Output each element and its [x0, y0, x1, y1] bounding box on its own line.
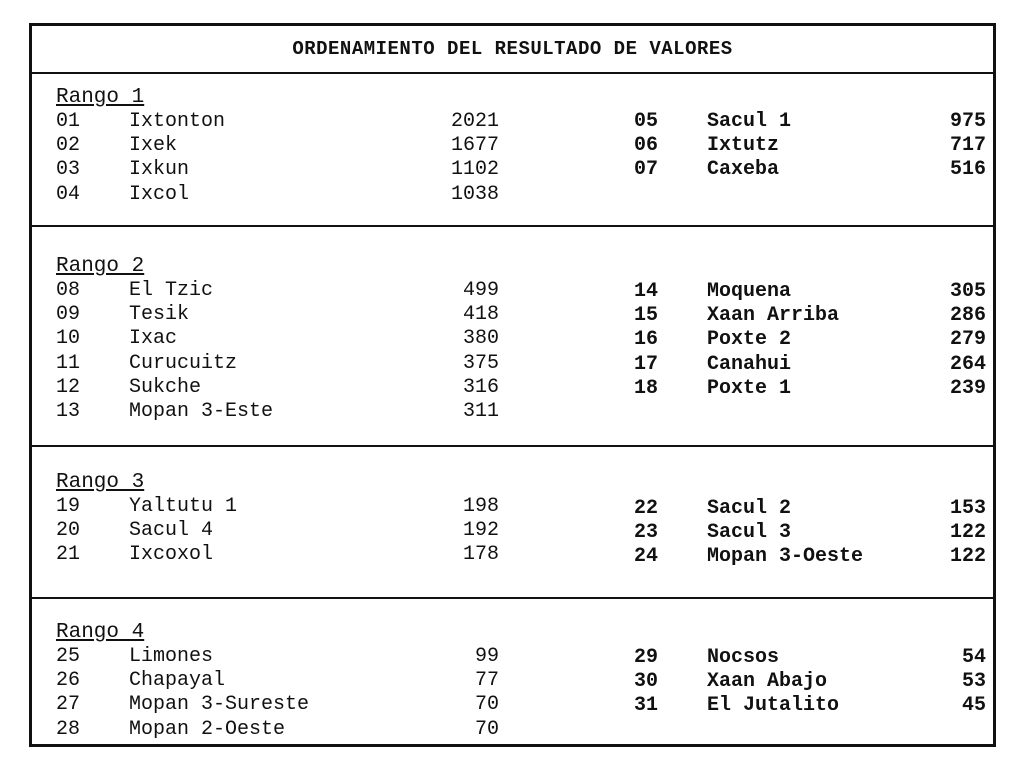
row-number: 26 [56, 669, 81, 693]
site-name: Poxte 1 [707, 376, 792, 400]
site-value: 316 [462, 375, 499, 399]
left-column [56, 645, 499, 742]
site-name: Yaltutu 1 [129, 495, 238, 518]
section-label: Rango 1 [56, 86, 145, 109]
site-value: 54 [961, 646, 986, 669]
row-number: 31 [634, 694, 659, 718]
site-name: Ixek [129, 134, 178, 158]
table-row [56, 375, 499, 400]
table-row [56, 645, 499, 669]
row-number: 17 [634, 352, 659, 376]
right-column [634, 280, 986, 401]
table-row [634, 521, 986, 545]
row-number: 12 [56, 375, 81, 399]
section-rango-3 [32, 447, 993, 599]
site-value: 45 [961, 694, 986, 718]
table-row [56, 134, 499, 158]
table-row [634, 158, 986, 182]
site-value: 305 [949, 280, 986, 303]
row-number: 24 [634, 545, 659, 569]
row-number: 16 [634, 328, 659, 352]
table-row [634, 110, 986, 134]
row-number: 25 [56, 645, 81, 668]
table-row [634, 545, 986, 569]
row-number: 09 [56, 303, 81, 327]
table-row [634, 134, 986, 158]
left-column [56, 110, 499, 207]
table-row [634, 377, 986, 401]
site-name: Ixcol [129, 182, 190, 206]
site-value: 122 [949, 521, 986, 545]
table-title: ORDENAMIENTO DEL RESULTADO DE VALORES [32, 26, 993, 74]
site-value: 192 [462, 519, 499, 543]
table-row [56, 303, 499, 327]
results-table [29, 23, 996, 747]
site-value: 380 [462, 327, 499, 351]
table-row [56, 543, 499, 567]
row-number: 04 [56, 182, 81, 206]
section-rango-1 [32, 74, 993, 227]
row-number: 21 [56, 543, 81, 567]
row-number: 03 [56, 158, 81, 182]
table-row [634, 497, 986, 521]
site-name: Mopan 2-Oeste [129, 717, 286, 741]
site-name: Ixac [129, 327, 178, 351]
site-value: 717 [949, 134, 986, 158]
section-label: Rango 4 [56, 621, 145, 644]
site-name: El Jutalito [707, 694, 840, 718]
site-name: Ixtutz [707, 134, 780, 158]
row-number: 06 [634, 134, 659, 158]
table-row [56, 182, 499, 207]
right-column [634, 497, 986, 570]
site-name: Mopan 3-Oeste [707, 545, 864, 569]
site-value: 70 [474, 693, 499, 717]
table-row [56, 693, 499, 717]
site-value: 198 [462, 495, 499, 518]
site-name: Canahui [707, 352, 792, 376]
site-name: Xaan Abajo [707, 670, 828, 694]
table-row [634, 694, 986, 718]
site-value: 311 [462, 399, 499, 423]
row-number: 05 [634, 110, 659, 133]
site-name: Tesik [129, 303, 190, 327]
row-number: 08 [56, 279, 81, 302]
row-number: 10 [56, 327, 81, 351]
table-row [56, 351, 499, 376]
right-column [634, 110, 986, 183]
section-label: Rango 2 [56, 255, 145, 278]
site-value: 77 [474, 669, 499, 693]
table-row [634, 280, 986, 304]
site-value: 178 [462, 543, 499, 567]
site-name: Sukche [129, 375, 202, 399]
table-row [634, 328, 986, 352]
row-number: 20 [56, 519, 81, 543]
table-row [634, 304, 986, 328]
site-name: Sacul 2 [707, 497, 792, 520]
section-label: Rango 3 [56, 471, 145, 494]
site-value: 122 [949, 545, 986, 569]
site-name: Limones [129, 645, 214, 668]
site-name: Sacul 1 [707, 110, 792, 133]
row-number: 30 [634, 670, 659, 694]
row-number: 11 [56, 351, 81, 375]
site-value: 375 [462, 351, 499, 375]
row-number: 02 [56, 134, 81, 158]
right-column [634, 646, 986, 719]
site-name: Curucuitz [129, 351, 238, 375]
site-name: Moquena [707, 280, 792, 303]
table-row [56, 279, 499, 303]
section-rango-2 [32, 227, 993, 447]
table-row [56, 110, 499, 134]
site-value: 53 [961, 670, 986, 694]
site-name: Poxte 2 [707, 328, 792, 352]
row-number: 13 [56, 399, 81, 423]
row-number: 29 [634, 646, 659, 669]
row-number: 28 [56, 717, 81, 741]
site-value: 499 [462, 279, 499, 302]
site-value: 975 [949, 110, 986, 133]
site-name: Ixtonton [129, 110, 226, 133]
table-row [56, 327, 499, 351]
site-value: 1102 [450, 158, 499, 182]
site-value: 279 [949, 328, 986, 352]
site-name: Xaan Arriba [707, 304, 840, 328]
row-number: 22 [634, 497, 659, 520]
row-number: 01 [56, 110, 81, 133]
table-row [56, 717, 499, 742]
row-number: 19 [56, 495, 81, 518]
row-number: 27 [56, 693, 81, 717]
table-row [56, 669, 499, 693]
site-value: 99 [474, 645, 499, 668]
table-row [634, 646, 986, 670]
site-value: 286 [949, 304, 986, 328]
site-name: Ixcoxol [129, 543, 214, 567]
row-number: 14 [634, 280, 659, 303]
site-value: 1677 [450, 134, 499, 158]
site-value: 264 [949, 352, 986, 376]
table-row [56, 495, 499, 519]
site-name: Ixkun [129, 158, 190, 182]
site-value: 418 [462, 303, 499, 327]
row-number: 15 [634, 304, 659, 328]
table-row [56, 158, 499, 182]
left-column [56, 495, 499, 568]
site-value: 516 [949, 158, 986, 182]
row-number: 23 [634, 521, 659, 545]
table-row [634, 353, 986, 377]
site-name: Sacul 4 [129, 519, 214, 543]
site-name: Chapayal [129, 669, 226, 693]
site-value: 153 [949, 497, 986, 520]
row-number: 18 [634, 376, 659, 400]
left-column [56, 279, 499, 424]
site-value: 239 [949, 376, 986, 400]
table-row [56, 399, 499, 424]
site-name: Sacul 3 [707, 521, 792, 545]
site-name: Mopan 3-Este [129, 399, 274, 423]
site-value: 70 [474, 717, 499, 741]
site-name: Nocsos [707, 646, 780, 669]
site-name: El Tzic [129, 279, 214, 302]
site-value: 2021 [450, 110, 499, 133]
row-number: 07 [634, 158, 659, 182]
site-name: Caxeba [707, 158, 780, 182]
site-value: 1038 [450, 182, 499, 206]
section-rango-4 [32, 599, 993, 749]
table-row [56, 519, 499, 543]
site-name: Mopan 3-Sureste [129, 693, 310, 717]
table-row [634, 670, 986, 694]
